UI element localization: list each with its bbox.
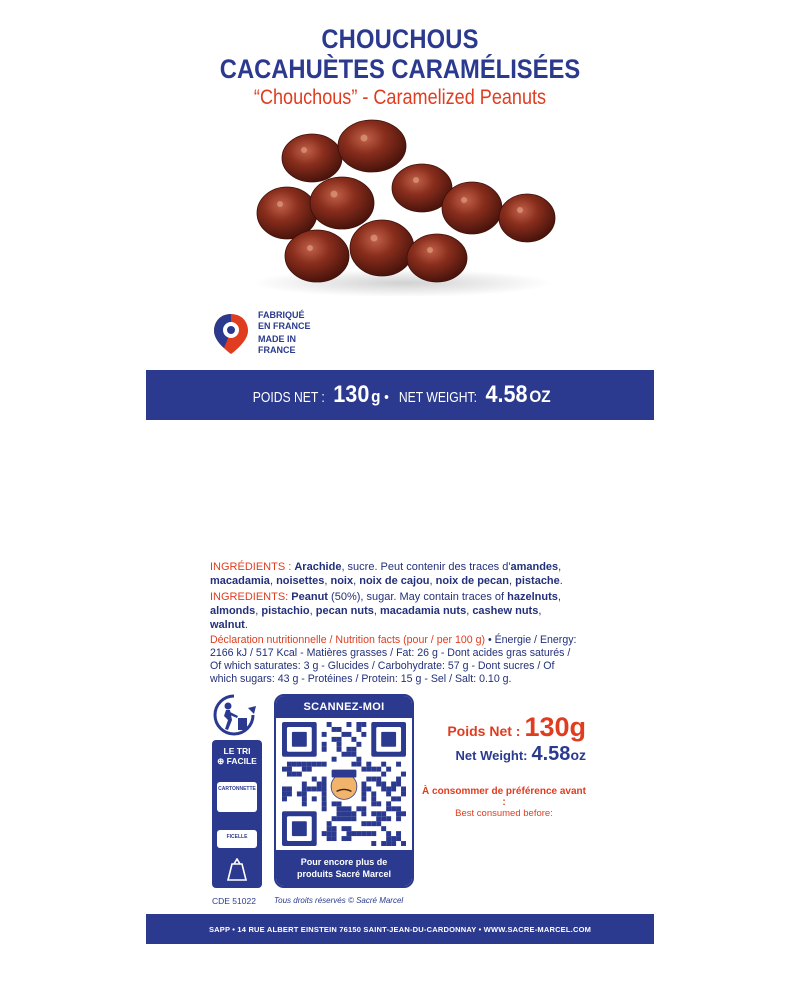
peanut-cluster (257, 120, 555, 282)
best-before-fr: À consommer de préférence avant : (422, 786, 586, 808)
recycling-info (212, 694, 262, 894)
qr-finder-pattern (282, 722, 317, 757)
best-before-en: Best consumed before: (455, 808, 553, 819)
made-in-france-badge (212, 308, 332, 364)
qr-header: SCANNEZ-MOI (276, 696, 412, 718)
product-title-block (0, 24, 800, 112)
net-weight-label-fr: POIDS NET : (253, 389, 326, 406)
side-weight-label-en: Net Weight: (455, 748, 528, 763)
ingredients-en: INGREDIENTS: Peanut (50%), sugar. May contain traces of hazelnuts, almonds, pistachio, pecan nuts, macadamia nuts, cashew nuts, walnut. (210, 591, 561, 631)
side-weight-unit-en: oz (570, 747, 586, 763)
tri-facile-box (212, 740, 262, 888)
qr-code[interactable] (282, 722, 406, 846)
recycle-person-icon (212, 694, 256, 736)
net-weight-label-en: NET WEIGHT: (398, 389, 477, 406)
trash-bag-icon (226, 858, 248, 882)
product-title: CHOUCHOUS (321, 24, 479, 54)
nutrition-facts: Déclaration nutritionnelle / Nutrition facts (pour / per 100 g) • Énergie / Energy: 2166 kJ / 517 Kcal - Matières grasses / Fat: 26 g - Dont acides gras saturés / Of which saturates: 3 g - Glucides / Carbohydrate: 57 g - Dont sucres / Of which sugars: 43 g - Protéines / Protein: 15 g - Sel / Salt: 0.10 g. (210, 634, 577, 685)
rights-reserved: Tous droits réservés © Sacré Marcel (274, 896, 404, 905)
net-weight-unit-fr: g (371, 387, 381, 406)
best-before-section (420, 786, 588, 819)
product-code: CDE 51022 (212, 896, 256, 906)
footer-address: SAPP • 14 RUE ALBERT EINSTEIN 76150 SAINT-JEAN-DU-CARDONNAY • WWW.SACRE-MARCEL.COM (208, 924, 592, 934)
mascot-icon (327, 767, 362, 802)
qr-footer: Pour encore plus de produits Sacré Marcel (276, 850, 412, 888)
made-in-france-text: FABRIQUÉ EN FRANCE MADE IN FRANCE (258, 310, 311, 355)
net-weight-band (146, 370, 654, 420)
net-weight-value-fr: 130 (333, 381, 370, 408)
qr-card[interactable] (274, 694, 414, 888)
product-subtitle-fr: CACAHUÈTES CARAMÉLISÉES (219, 54, 581, 84)
net-weight-value-en: 4.58 (485, 381, 528, 408)
caramelized-peanuts-image (232, 118, 572, 298)
footer-address-band (146, 914, 654, 944)
tri-facile-title: LE TRI ⊕ FACILE (217, 746, 257, 766)
side-weight-label-fr: Poids Net : (447, 723, 521, 739)
location-pin-icon (212, 312, 250, 356)
side-weight-value-en: 4.58 (531, 743, 571, 765)
side-weight-value-fr: 130g (524, 712, 586, 742)
ingredients-fr: INGRÉDIENTS : Arachide, sucre. Peut contenir des traces d'amandes, macadamia, noisettes, noix, noix de cajou, noix de pecan, pistache. (210, 561, 563, 587)
ingredients-section (210, 560, 580, 688)
tri-item-cartonnette: CARTONNETTE (217, 782, 257, 812)
qr-finder-pattern (282, 811, 317, 846)
product-subtitle-en: “Chouchous” - Caramelized Peanuts (253, 86, 547, 109)
qr-finder-pattern (371, 722, 406, 757)
net-weight-side (436, 712, 586, 766)
tri-item-ficelle: FICELLE (217, 830, 257, 848)
net-weight-unit-en: OZ (529, 387, 551, 406)
net-weight-separator: • (384, 389, 390, 406)
